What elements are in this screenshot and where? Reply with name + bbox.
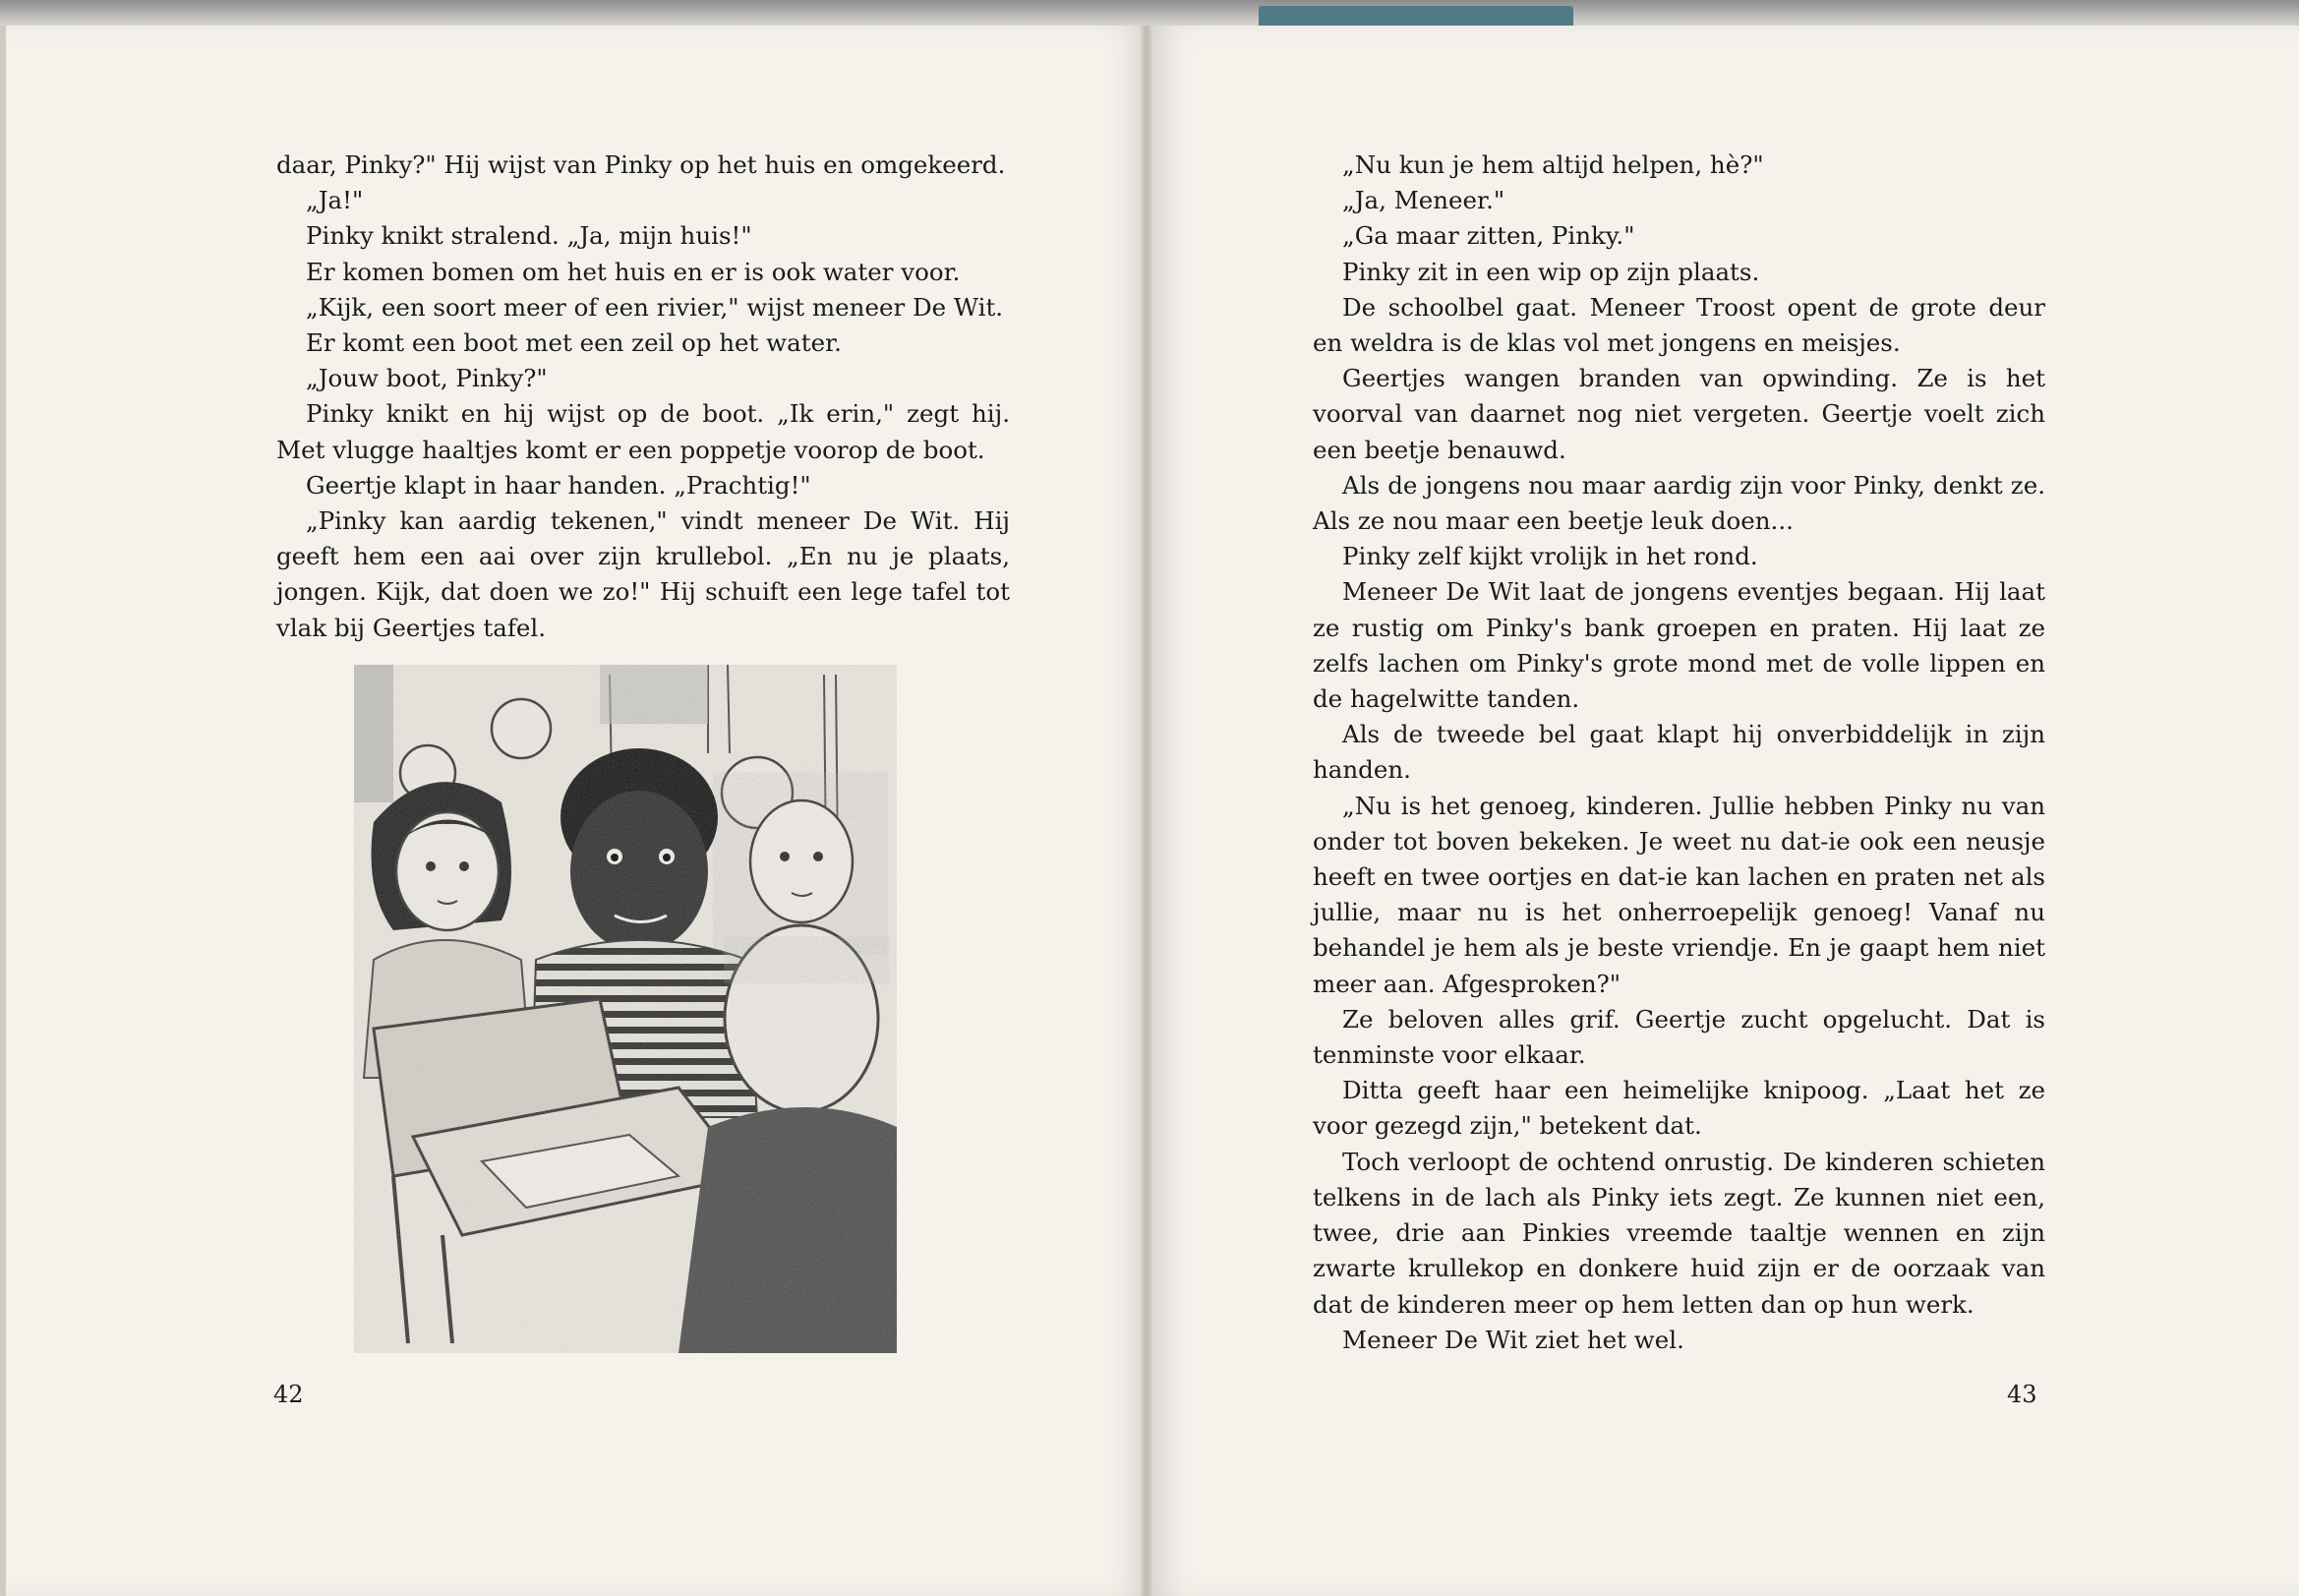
classroom-illustration <box>354 665 897 1353</box>
paragraph: „Ga maar zitten, Pinky." <box>1342 221 1635 251</box>
paragraph: daar, Pinky?" Hij wijst van Pinky op het huis en omgekeerd. <box>276 150 1006 179</box>
paragraph: De schoolbel gaat. Meneer Troost opent de grote deur en weldra is de klas vol met jongens en meisjes. <box>1313 292 2045 358</box>
paragraph: „Nu is het genoeg, kinderen. Jullie hebben Pinky nu van onder tot boven bekeken. Je weet nu dat-ie ook een neusje heeft en twee oortjes en dat-ie kan lachen en praten net als jullie, maar nu is het onherroepelijk genoeg! Vanaf nu behandel je hem als je beste vriendje. En je gaapt hem niet meer aan. Afgesproken?" <box>1313 791 2045 998</box>
paragraph: „Ja!" <box>306 186 364 215</box>
paragraph: Pinky knikt en hij wijst op de boot. „Ik erin," zegt hij. Met vlugge haaltjes komt er een poppetje voorop de boot. <box>276 399 1010 464</box>
paragraph: „Jouw boot, Pinky?" <box>306 364 548 393</box>
paragraph: „Kijk, een soort meer of een rivier," wijst meneer De Wit. <box>306 292 1004 322</box>
page-number: 42 <box>273 1381 304 1408</box>
bookmark-tab <box>1259 6 1573 28</box>
paragraph: Meneer De Wit laat de jongens eventjes begaan. Hij laat ze rustig om Pinky's bank groepen en praten. Hij laat ze zelfs lachen om Pinky's grote mond met de volle lippen en de hagelwitte tanden. <box>1313 577 2045 714</box>
paragraph: Meneer De Wit ziet het wel. <box>1342 1325 1684 1354</box>
right-page-text <box>1313 148 2045 1358</box>
paragraph: „Pinky kan aardig tekenen," vindt meneer De Wit. Hij geeft hem een aai over zijn krullebol. „En nu je plaats, jongen. Kijk, dat doen we zo!" Hij schuift een lege tafel tot vlak bij Geertjes tafel. <box>276 506 1010 642</box>
paragraph: Ze beloven alles grif. Geertje zucht opgelucht. Dat is tenminste voor elkaar. <box>1313 1004 2045 1070</box>
paragraph: Er komt een boot met een zeil op het water. <box>306 328 842 358</box>
paragraph: Pinky zit in een wip op zijn plaats. <box>1342 257 1760 286</box>
paragraph: Geertjes wangen branden van opwinding. Ze is het voorval van daarnet nog niet vergeten. Geertje voelt zich een beetje benauwd. <box>1313 364 2045 464</box>
paragraph: Pinky knikt stralend. „Ja, mijn huis!" <box>306 221 752 251</box>
paragraph: Als de tweede bel gaat klapt hij onverbiddelijk in zijn handen. <box>1313 720 2045 785</box>
paragraph: Geertje klapt in haar handen. „Prachtig!" <box>306 470 811 500</box>
paragraph: Pinky zelf kijkt vrolijk in het rond. <box>1342 542 1758 571</box>
paragraph: Toch verloopt de ochtend onrustig. De kinderen schieten telkens in de lach als Pinky iets zegt. Ze kunnen niet een, twee, drie aan Pinkies vreemde taaltje wennen en zijn zwarte krullekop en donkere huid zijn er de oorzaak van dat de kinderen meer op hem letten dan op hun werk. <box>1313 1147 2045 1319</box>
paragraph: Er komen bomen om het huis en er is ook water voor. <box>306 257 961 286</box>
book-gutter <box>1141 26 1152 1596</box>
left-page-text <box>276 148 1010 646</box>
paragraph: „Ja, Meneer." <box>1342 186 1505 215</box>
paragraph: Ditta geeft haar een heimelijke knipoog. „Laat het ze voor gezegd zijn," betekent dat. <box>1313 1076 2045 1141</box>
paragraph: Als de jongens nou maar aardig zijn voor Pinky, denkt ze. Als ze nou maar een beetje leuk doen... <box>1313 470 2045 536</box>
paragraph: „Nu kun je hem altijd helpen, hè?" <box>1342 150 1764 179</box>
page-number: 43 <box>2007 1381 2037 1408</box>
